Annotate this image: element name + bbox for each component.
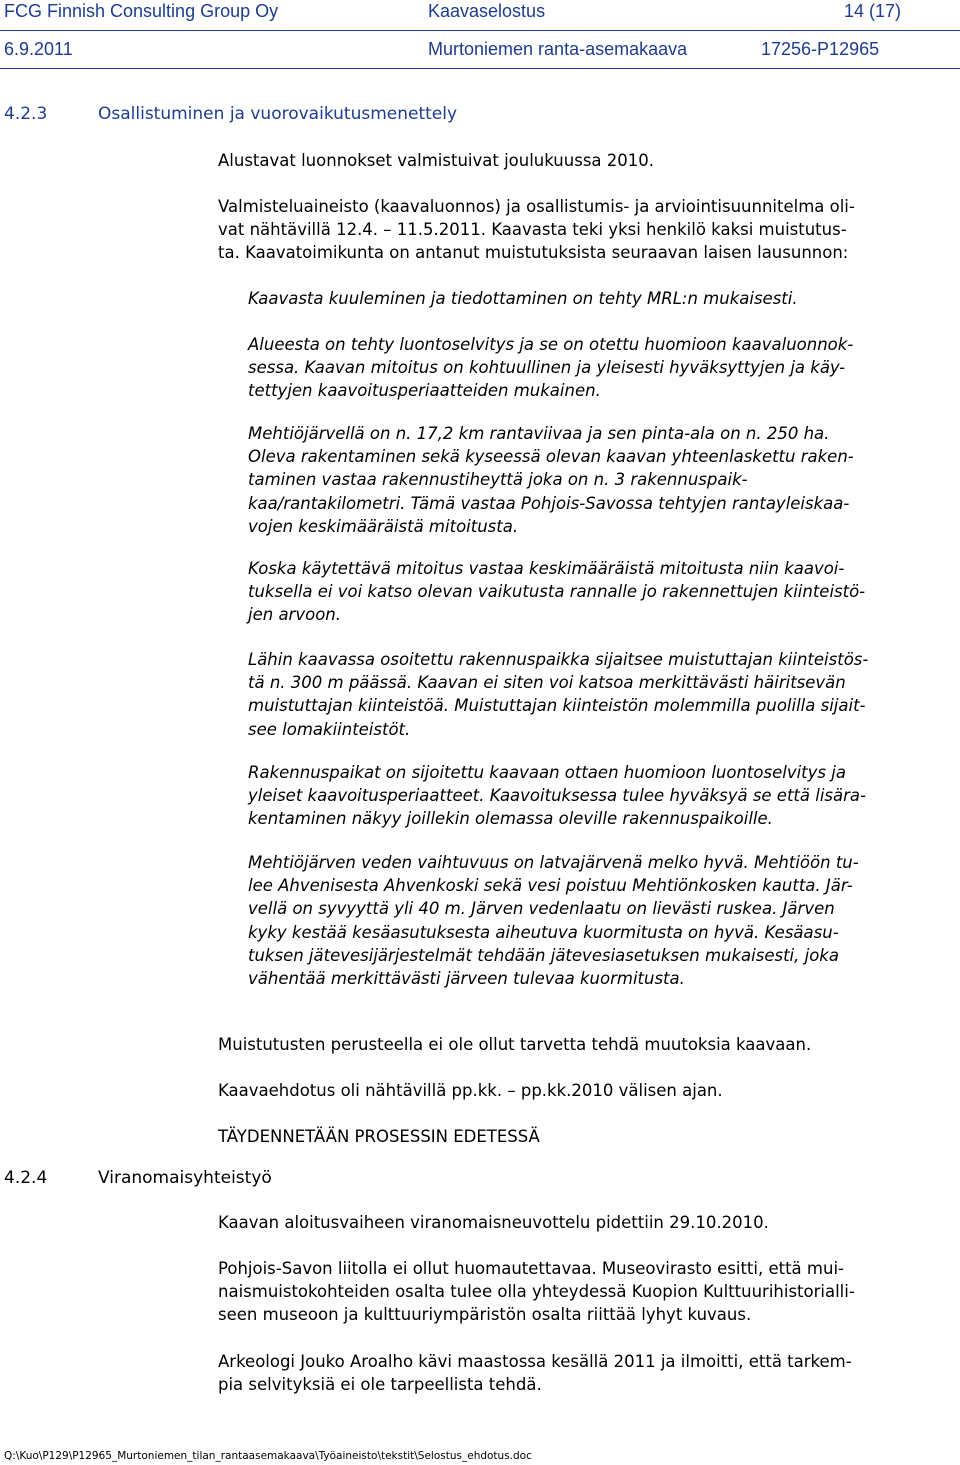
quote-paragraph <box>248 761 954 831</box>
text-line: muistuttajan kiinteistöä. Muistuttajan kiinteistön molemmilla puolilla sijait- <box>248 696 866 716</box>
text-line: Kaavan aloitusvaiheen viranomaisneuvottelu pidettiin 29.10.2010. <box>218 1213 769 1232</box>
paragraph <box>218 149 958 172</box>
paragraph <box>218 195 958 265</box>
quote-paragraph <box>248 851 954 990</box>
text-line: tä n. 300 m päässä. Kaavan ei siten voi katsoa merkittävästi häiritsevän <box>248 673 846 693</box>
text-line: sessa. Kaavan mitoitus on kohtuullinen ja yleisesti hyväksyttyjen ja käy- <box>248 358 846 378</box>
document-date: 6.9.2011 <box>4 39 73 59</box>
text-line: taminen vastaa rakennustiheyttä joka on n. 3 rakennuspaik- <box>248 470 748 490</box>
text-line: Muistutusten perusteella ei ole ollut tarvetta tehdä muutoksia kaavaan. <box>218 1035 812 1054</box>
section-title: Viranomaisyhteistyö <box>98 1168 272 1188</box>
paragraph <box>218 1350 958 1396</box>
page-number: 14 (17) <box>844 1 902 21</box>
text-line: kyky kestää kesäasutuksesta aiheutuva kuormitusta on hyvä. Kesäasu- <box>248 922 839 942</box>
text-line: vat nähtävillä 12.4. – 11.5.2011. Kaavasta teki yksi henkilö kaksi muistutus- <box>218 220 847 240</box>
document-type: Kaavaselostus <box>428 1 546 21</box>
text-line: Arkeologi Jouko Aroalho kävi maastossa kesällä 2011 ja ilmoitti, että tarkem- <box>218 1352 852 1371</box>
text-line: Kaavasta kuuleminen ja tiedottaminen on tehty MRL:n mukaisesti. <box>248 289 798 308</box>
text-line: Pohjois-Savon liitolla ei ollut huomautettavaa. Museovirasto esitti, että mui- <box>218 1259 844 1278</box>
quote-paragraph <box>248 557 954 627</box>
quote-paragraph <box>248 287 954 310</box>
text-line: Kaavaehdotus oli nähtävillä pp.kk. – pp.kk.2010 välisen ajan. <box>218 1081 723 1100</box>
section-number: 4.2.4 <box>4 1168 48 1188</box>
text-line: Valmisteluaineisto (kaavaluonnos) ja osallistumis- ja arviointisuunnitelma oli- <box>218 197 855 216</box>
paragraph <box>218 1033 958 1056</box>
text-line: Mehtiöjärvellä on n. 17,2 km rantaviivaa ja sen pinta-ala on n. 250 ha. <box>248 424 830 443</box>
text-line: Alueesta on tehty luontoselvitys ja se on otettu huomioon kaavaluonnok- <box>248 335 854 354</box>
page-header-row-1 <box>4 1 960 25</box>
text-line: vähentää merkittävästi järveen tulevaa kuormitusta. <box>248 969 685 989</box>
text-line: Lähin kaavassa osoitettu rakennuspaikka sijaitsee muistuttajan kiinteistös- <box>248 650 869 669</box>
project-name: Murtoniemen ranta-asemakaava <box>428 39 688 59</box>
text-line: tuksella ei voi katso olevan vaikutusta rannalle jo rakennettujen kiinteistö- <box>248 582 866 602</box>
quote-paragraph <box>248 648 954 741</box>
file-path-footer: Q:\Kuo\P129\P12965_Murtoniemen_tilan_rantaasemakaava\Työaineisto\tekstit\Selostus_ehdotus.doc <box>4 1450 532 1462</box>
text-line: kentaminen näkyy joillekin olemassa oleville rakennuspaikoille. <box>248 809 773 829</box>
paragraph <box>218 1079 958 1102</box>
text-line: Rakennuspaikat on sijoitettu kaavaan ottaen huomioon luontoselvitys ja <box>248 763 846 782</box>
paragraph <box>218 1125 958 1148</box>
text-line: vojen keskimääräistä mitoitusta. <box>248 516 519 536</box>
quote-paragraph <box>248 422 954 538</box>
text-line: TÄYDENNETÄÄN PROSESSIN EDETESSÄ <box>218 1127 540 1146</box>
paragraph <box>218 1257 958 1327</box>
text-line: seen museoon ja kulttuuriympäristön osalta riittää lyhyt kuvaus. <box>218 1305 752 1325</box>
text-line: kaa/rantakilometri. Tämä vastaa Pohjois-Savossa tehtyjen rantayleiskaa- <box>248 493 850 513</box>
section-number: 4.2.3 <box>4 104 48 124</box>
quote-paragraph <box>248 333 954 403</box>
header-divider-2 <box>0 68 960 69</box>
text-line: naismuistokohteiden osalta tulee olla yhteydessä Kuopion Kulttuurihistorialli- <box>218 1282 855 1302</box>
page-header-row-2 <box>4 39 960 63</box>
section-heading-424 <box>4 1168 404 1192</box>
text-line: Mehtiöjärven veden vaihtuvuus on latvajärvenä melko hyvä. Mehtiöön tu- <box>248 853 859 872</box>
text-line: pia selvityksiä ei ole tarpeellista tehdä. <box>218 1375 542 1395</box>
section-heading-423 <box>4 104 604 128</box>
text-line: yleiset kaavoitusperiaatteet. Kaavoituksessa tulee hyväksyä se että lisära- <box>248 786 866 806</box>
text-line: see lomakiinteistöt. <box>248 719 411 739</box>
header-divider <box>0 30 960 31</box>
text-line: Alustavat luonnokset valmistuivat joulukuussa 2010. <box>218 151 655 170</box>
text-line: Koska käytettävä mitoitus vastaa keskimääräistä mitoitusta niin kaavoi- <box>248 559 845 578</box>
text-line: lee Ahvenisesta Ahvenkoski sekä vesi poistuu Mehtiönkosken kautta. Jär- <box>248 876 853 896</box>
text-line: Oleva rakentaminen sekä kyseessä olevan kaavan yhteenlaskettu raken- <box>248 447 854 467</box>
text-line: tettyjen kaavoitusperiaatteiden mukainen. <box>248 381 601 401</box>
text-line: ta. Kaavatoimikunta on antanut muistutuksista seuraavan laisen lausunnon: <box>218 243 849 263</box>
text-line: vellä on syvyyttä yli 40 m. Järven vedenlaatu on lievästi ruskea. Järven <box>248 899 835 919</box>
text-line: jen arvoon. <box>248 605 341 625</box>
text-line: tuksen jätevesijärjestelmät tehdään jätevesiasetuksen mukaisesti, joka <box>248 945 839 965</box>
company-name: FCG Finnish Consulting Group Oy <box>4 1 279 21</box>
section-title: Osallistuminen ja vuorovaikutusmenettely <box>98 104 458 124</box>
project-code: 17256-P12965 <box>761 39 880 59</box>
paragraph <box>218 1211 958 1234</box>
